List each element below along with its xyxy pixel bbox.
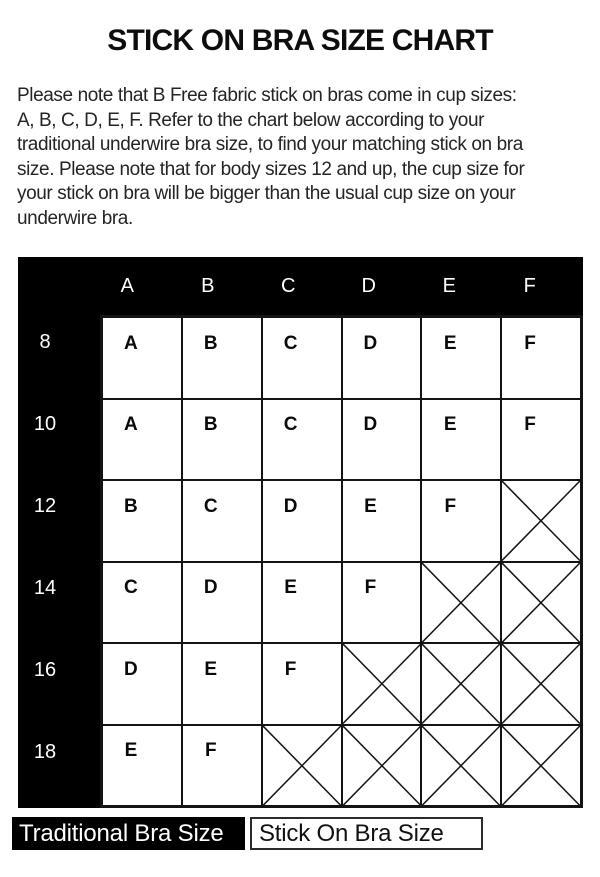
crossed-out-cell <box>501 562 581 644</box>
cup-size-header-cell: D <box>361 274 376 297</box>
crossed-out-cell <box>342 725 422 807</box>
band-size-label: 12 <box>33 494 57 517</box>
cup-size-header-row <box>18 257 583 315</box>
intro-line: Please note that B Free fabric stick on bras come in cup sizes: <box>17 85 517 106</box>
header-spacer-cell <box>18 257 100 315</box>
cross-mark-icon <box>502 726 580 806</box>
size-cell: D <box>342 399 422 481</box>
crossed-out-cell <box>342 643 422 725</box>
size-cell: B <box>102 480 182 562</box>
cross-mark-icon <box>422 563 500 643</box>
size-cell: D <box>182 562 262 644</box>
crossed-out-cell <box>501 725 581 807</box>
crossed-out-cell <box>501 643 581 725</box>
size-cell: F <box>342 562 422 644</box>
crossed-out-cell <box>421 562 501 644</box>
crossed-out-cell <box>262 725 342 807</box>
size-cell: D <box>102 643 182 725</box>
size-cell: E <box>421 317 501 399</box>
cup-size-header-cell: B <box>201 274 215 297</box>
size-cell: F <box>501 399 581 481</box>
size-cell: E <box>342 480 422 562</box>
crossed-out-cell <box>421 725 501 807</box>
size-cell: A <box>102 399 182 481</box>
band-size-label: 8 <box>39 330 51 353</box>
legend-traditional-bra-size: Traditional Bra Size <box>12 817 245 850</box>
legend-stick-on-bra-size: Stick On Bra Size <box>250 817 483 850</box>
size-grid <box>100 315 583 808</box>
size-cell: F <box>501 317 581 399</box>
cross-mark-icon <box>343 726 421 806</box>
cup-size-header-cell: E <box>442 274 456 297</box>
band-size-label: 16 <box>33 659 57 682</box>
crossed-out-cell <box>421 643 501 725</box>
size-cell: D <box>262 480 342 562</box>
size-cell: D <box>342 317 422 399</box>
cup-size-header-cell: F <box>523 274 536 297</box>
size-cell: F <box>182 725 262 807</box>
size-cell: C <box>182 480 262 562</box>
intro-line: A, B, C, D, E, F. Refer to the chart below according to your <box>17 109 485 131</box>
cross-mark-icon <box>502 481 580 561</box>
cross-mark-icon <box>502 563 580 643</box>
band-size-label: 10 <box>33 412 57 435</box>
intro-line: underwire bra. <box>17 207 133 229</box>
cross-mark-icon <box>502 644 580 724</box>
cup-size-header-cell: C <box>281 274 296 297</box>
band-size-label: 14 <box>33 577 57 600</box>
band-size-label: 18 <box>33 741 57 764</box>
cross-mark-icon <box>422 726 500 806</box>
page-title: STICK ON BRA SIZE CHART <box>107 24 493 57</box>
intro-paragraph <box>17 84 590 231</box>
size-cell: F <box>262 643 342 725</box>
size-cell: E <box>421 399 501 481</box>
size-cell: E <box>102 725 182 807</box>
cross-mark-icon <box>422 644 500 724</box>
size-cell: C <box>262 399 342 481</box>
intro-line: your stick on bra will be bigger than the usual cup size on your <box>17 183 516 204</box>
crossed-out-cell <box>501 480 581 562</box>
band-size-label-column <box>18 315 100 808</box>
size-cell: C <box>262 317 342 399</box>
cup-size-header-cell: A <box>120 274 134 297</box>
size-cell: F <box>421 480 501 562</box>
size-cell: B <box>182 399 262 481</box>
size-cell: B <box>182 317 262 399</box>
intro-line: traditional underwire bra size, to find your matching stick on bra <box>17 134 523 155</box>
cross-mark-icon <box>263 726 341 806</box>
size-chart-table <box>18 257 583 808</box>
size-cell: E <box>182 643 262 725</box>
size-cell: A <box>102 317 182 399</box>
size-cell: C <box>102 562 182 644</box>
intro-line: size. Please note that for body sizes 12 and up, the cup size for <box>17 158 525 180</box>
cross-mark-icon <box>343 644 421 724</box>
size-cell: E <box>262 562 342 644</box>
